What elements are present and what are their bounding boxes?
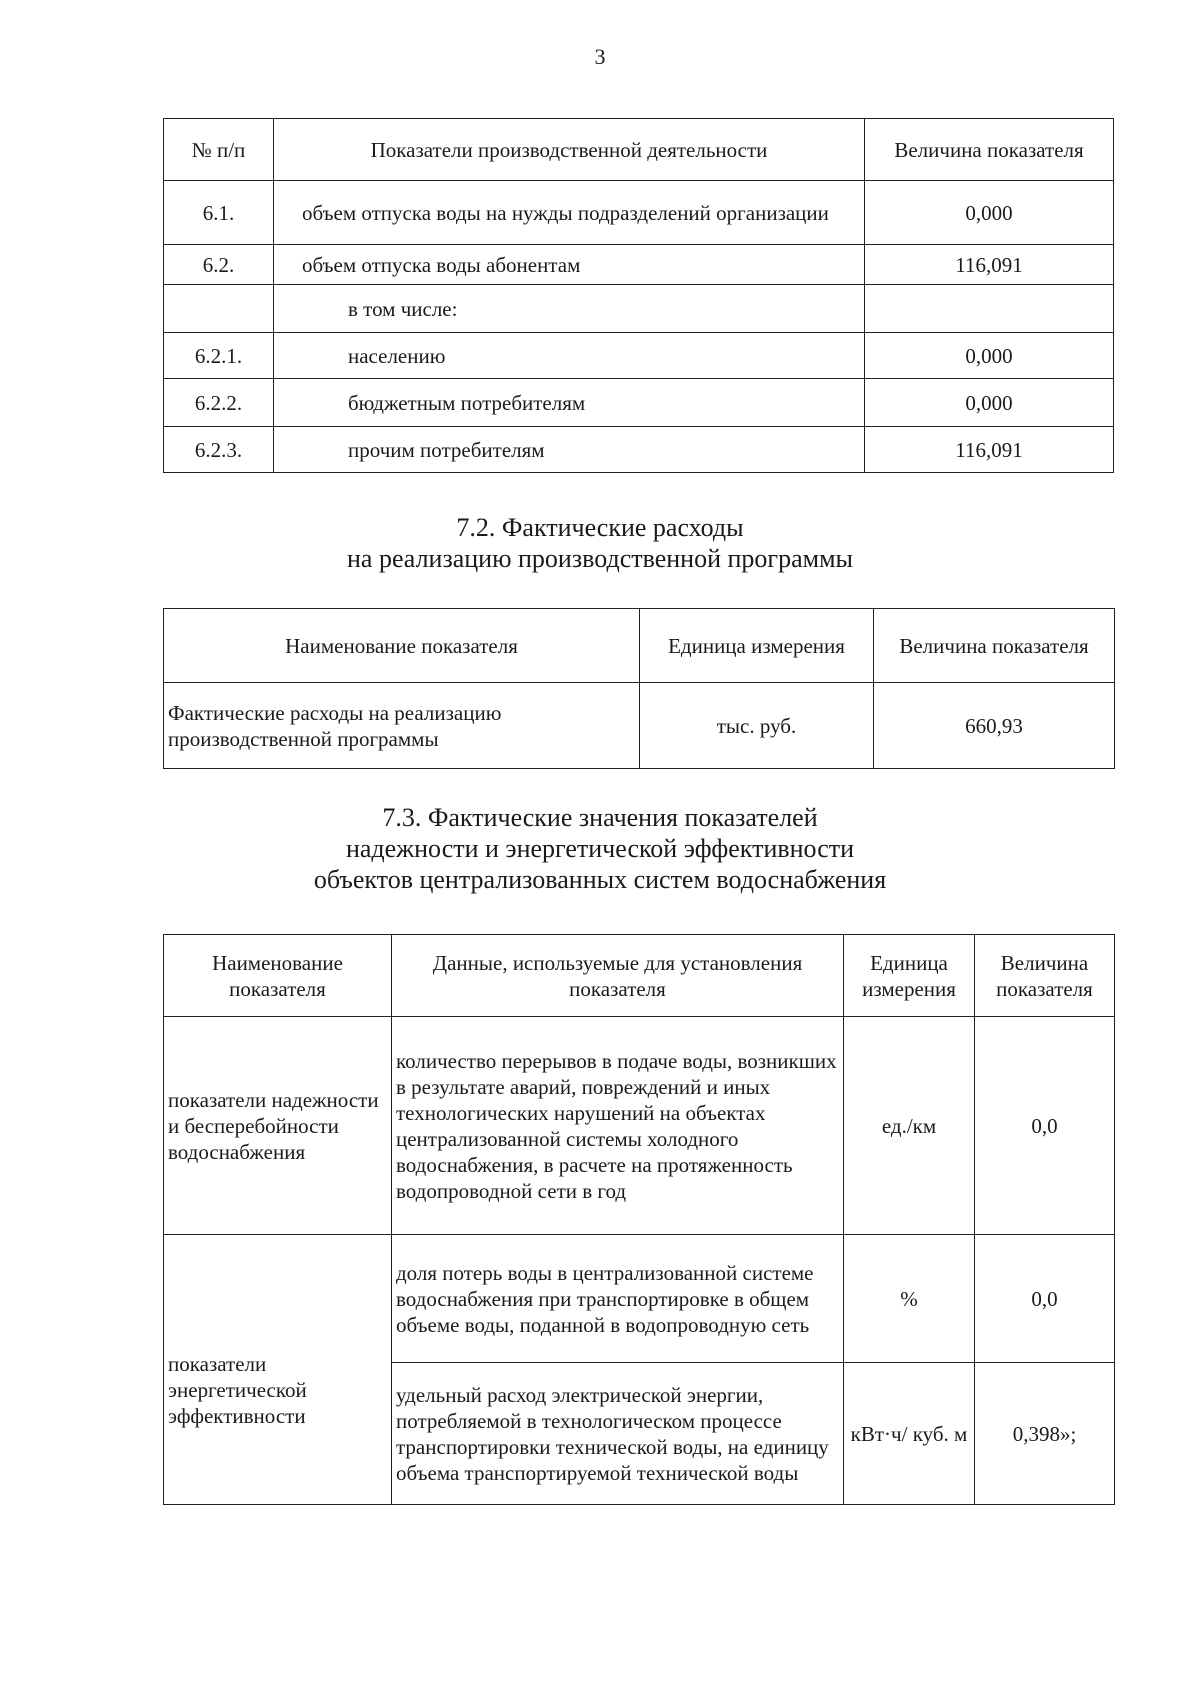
page-number: 3 [594,44,606,69]
row-value: 116,091 [865,245,1114,285]
table-row [164,683,1115,769]
heading-line: 7.3. Фактические значения показателей [382,803,818,832]
expense-value: 660,93 [874,683,1115,769]
section-7-2-heading [0,512,1200,574]
row-value: 0,000 [865,379,1114,427]
indicator-data: количество перерывов в подаче воды, возникших в результате аварий, повреждений и иных технологических нарушений на объектах централизованной системы холодного водоснабжения, в расчете на протяженность водопроводной сети в год [392,1017,844,1235]
table-row [164,1235,1115,1363]
row-number: 6.2. [164,245,274,285]
indicator-name: показатели энергетической эффективности [164,1235,392,1505]
column-header-indicator-name: Наименование показателя [164,609,640,683]
row-number: 6.1. [164,181,274,245]
table-header-row [164,935,1115,1017]
indicator-data: удельный расход электрической энергии, потребляемой в технологическом процессе транспортировки технической воды, на единицу объема транспортируемой технической воды [392,1363,844,1505]
row-indicator: в том числе: [274,285,865,333]
column-header-indicator: Показатели производственной деятельности [274,119,865,181]
indicator-unit: % [844,1235,975,1363]
table-row [164,245,1114,285]
heading-line: объектов централизованных систем водоснабжения [313,865,887,894]
row-indicator: объем отпуска воды на нужды подразделений организации [274,181,865,245]
table-row [164,285,1114,333]
indicator-value: 0,0 [975,1017,1115,1235]
column-header-number: № п/п [164,119,274,181]
row-indicator: населению [274,333,865,379]
table-row [164,379,1114,427]
indicator-value: 0,0 [975,1235,1115,1363]
row-indicator: бюджетным потребителям [274,379,865,427]
indicator-name: показатели надежности и бесперебойности водоснабжения [164,1017,392,1235]
row-indicator: объем отпуска воды абонентам [274,245,865,285]
indicator-unit: кВт·ч/ куб. м [844,1363,975,1505]
indicator-value: 0,398»; [975,1363,1115,1505]
row-indicator: прочим потребителям [274,427,865,473]
production-indicators-table [163,118,1114,473]
row-number: 6.2.1. [164,333,274,379]
heading-line: надежности и энергетической эффективности [345,834,855,863]
indicator-unit: ед./км [844,1017,975,1235]
reliability-efficiency-table [163,934,1115,1505]
indicator-data: доля потерь воды в централизованной системе водоснабжения при транспортировке в общем объеме воды, поданной в водопроводную сеть [392,1235,844,1363]
row-value: 0,000 [865,181,1114,245]
column-header-unit: Единица измерения [844,935,975,1017]
table-header-row [164,609,1115,683]
expense-name: Фактические расходы на реализацию производственной программы [164,683,640,769]
table-row [164,181,1114,245]
column-header-value: Величина показателя [975,935,1115,1017]
column-header-indicator-name: Наименование показателя [164,935,392,1017]
row-value [865,285,1114,333]
table-row [164,1017,1115,1235]
section-7-3-heading [0,802,1200,895]
table-row [164,333,1114,379]
row-number [164,285,274,333]
table-row [164,427,1114,473]
row-number: 6.2.3. [164,427,274,473]
column-header-data: Данные, используемые для установления показателя [392,935,844,1017]
row-value: 116,091 [865,427,1114,473]
column-header-value: Величина показателя [874,609,1115,683]
column-header-unit: Единица измерения [640,609,874,683]
heading-line: 7.2. Фактические расходы [456,513,744,542]
row-number: 6.2.2. [164,379,274,427]
row-value: 0,000 [865,333,1114,379]
expense-unit: тыс. руб. [640,683,874,769]
actual-expenses-table [163,608,1115,769]
column-header-value: Величина показателя [865,119,1114,181]
heading-line: на реализацию производственной программы [346,544,853,573]
table-header-row [164,119,1114,181]
